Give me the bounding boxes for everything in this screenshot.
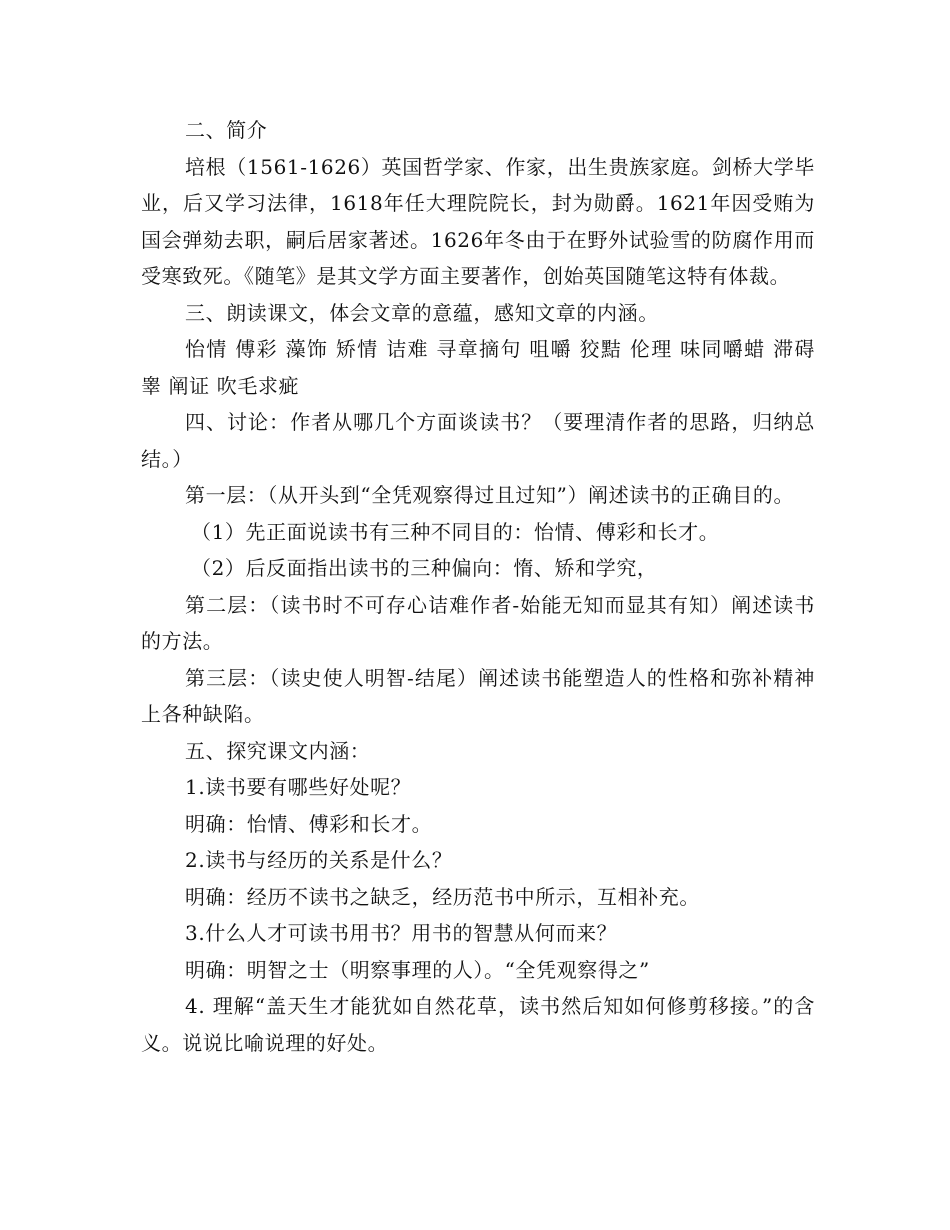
paragraph-layer-three: 第三层：（读史使人明智-结尾）阐述读书能塑造人的性格和弥补精神上各种缺陷。 bbox=[141, 665, 815, 726]
section-heading-explore: 五、探究课文内涵： bbox=[185, 738, 371, 763]
answer-1: 明确：怡情、傅彩和长才。 bbox=[185, 811, 433, 836]
answer-2: 明确：经历不读书之缺乏，经历范书中所示，互相补充。 bbox=[185, 884, 700, 909]
question-2: 2.读书与经历的关系是什么？ bbox=[185, 848, 453, 872]
question-3: 3.什么人才可读书用书？用书的智慧从何而来？ bbox=[185, 921, 618, 945]
section-heading-reading: 三、朗读课文，体会文章的意蕴，感知文章的内涵。 bbox=[185, 300, 659, 325]
section-heading-intro: 二、简介 bbox=[185, 118, 268, 142]
paragraph-layer-one-point-2: （2）后反面指出读书的三种偏向：惰、矫和学究， bbox=[191, 556, 658, 580]
document-body bbox=[141, 112, 815, 1061]
paragraph-layer-one-point-1: （1）先正面说读书有三种不同目的：怡情、傅彩和长才。 bbox=[191, 519, 720, 544]
question-4: 4. 理解“盖天生才能犹如自然花草，读书然后知如何修剪移接。”的含义。说说比喻说理的好处。 bbox=[141, 994, 815, 1055]
section-heading-discussion: 四、讨论：作者从哪几个方面谈读书？（要理清作者的思路，归纳总结。） bbox=[141, 410, 815, 471]
paragraph-layer-one: 第一层：（从开头到“全凭观察得过且过知”）阐述读书的正确目的。 bbox=[185, 483, 795, 507]
paragraph-vocabulary: 怡情 傅彩 藻饰 矫情 诘难 寻章摘句 咀嚼 狡黠 伦理 味同嚼蜡 滞碍 睾 阐证 吹毛求疵 bbox=[141, 337, 815, 398]
question-1: 1.读书要有哪些好处呢？ bbox=[185, 775, 412, 799]
paragraph-bacon-biography: 培根（1561-1626）英国哲学家、作家，出生贵族家庭。剑桥大学毕业，后又学习法律，1618年任大理院院长，封为勋爵。1621年因受贿为国会弹劾去职，嗣后居家著述。1626年冬由于在野外试验雪的防腐作用而受寒致死。《随笔》是其文学方面主要著作，创始英国随笔这特有体裁。 bbox=[141, 154, 815, 288]
paragraph-layer-two: 第二层：（读书时不可存心诘难作者-始能无知而显其有知）阐述读书的方法。 bbox=[141, 592, 815, 653]
answer-3: 明确：明智之士（明察事理的人）。“全凭观察得之” bbox=[185, 957, 650, 982]
